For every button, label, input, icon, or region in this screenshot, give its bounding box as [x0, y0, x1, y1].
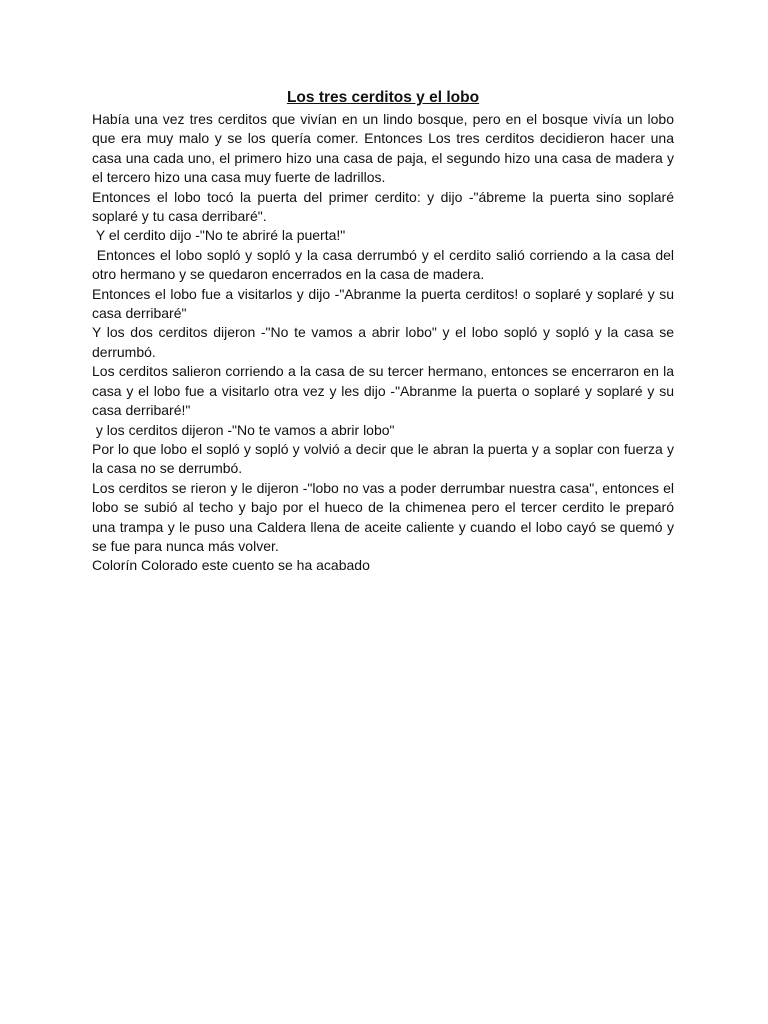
paragraph: Entonces el lobo tocó la puerta del primer cerdito: y dijo -"ábreme la puerta sino soplaré soplaré y tu casa derribaré".	[92, 188, 678, 225]
paragraph: y los cerditos dijeron -"No te vamos a abrir lobo"	[92, 421, 395, 438]
paragraph: Los cerditos se rieron y le dijeron -"lobo no vas a poder derrumbar nuestra casa", entonces el lobo se subió al techo y bajo por el hueco de la chimenea pero el tercer cerdito le preparó una trampa y le puso una Caldera llena de aceite caliente y cuando el lobo cayó se quemó y se fue para nunca más volver.	[92, 479, 678, 554]
paragraph: Y los dos cerditos dijeron -"No te vamos a abrir lobo" y el lobo sopló y sopló y la casa se derrumbó.	[92, 324, 678, 360]
paragraph: Y el cerdito dijo -"No te abriré la puerta!"	[92, 227, 346, 244]
document-content	[92, 88, 678, 576]
paragraph: Por lo que lobo el sopló y sopló y volvió a decir que le abran la puerta y a soplar con fuerza y la casa no se derrumbó.	[92, 440, 678, 477]
paragraph: Colorín Colorado este cuento se ha acabado	[92, 557, 370, 574]
document-title: Los tres cerditos y el lobo	[286, 89, 480, 106]
paragraph: Los cerditos salieron corriendo a la casa de su tercer hermano, entonces se encerraron en la casa y el lobo fue a visitarlo otra vez y les dijo -"Abranme la puerta o soplaré y soplaré y su casa derribaré!"	[92, 363, 678, 419]
paragraph: Entonces el lobo fue a visitarlos y dijo -"Abranme la puerta cerditos! o soplaré y soplaré y su casa derribaré"	[92, 285, 678, 322]
paragraph: Había una vez tres cerditos que vivían en un lindo bosque, pero en el bosque vivía un lobo que era muy malo y se los quería comer. Entonces Los tres cerditos decidieron hacer una casa una cada uno, el primero hizo una casa de paja, el segundo hizo una casa de madera y el tercero hizo una casa muy fuerte de ladrillos.	[92, 111, 678, 186]
document-body	[92, 110, 678, 576]
paragraph: Entonces el lobo sopló y sopló y la casa derrumbó y el cerdito salió corriendo a la casa del otro hermano y se quedaron encerrados en la casa de madera.	[92, 246, 678, 283]
